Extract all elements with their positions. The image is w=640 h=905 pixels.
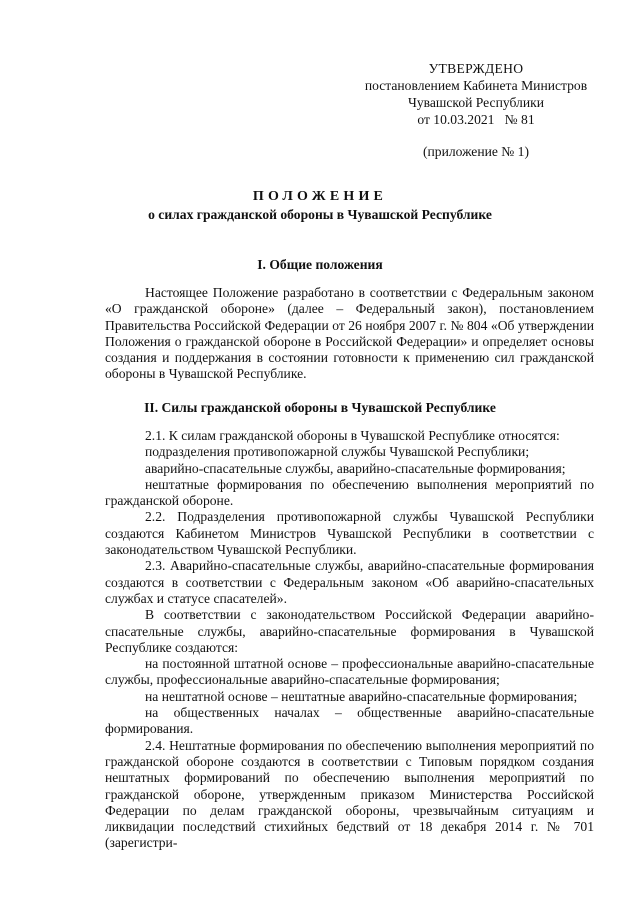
- paragraph: 2.1. К силам гражданской обороны в Чувашской Республике относятся:: [145, 428, 560, 443]
- approval-issuer: постановлением Кабинета Министров: [364, 78, 588, 93]
- paragraph: Настоящее Положение разработано в соответствии с Федеральным законом «О гражданской обороне» (далее – Федеральный закон), постановлением Правительства Российской Федерации от 26 ноября 2007 г. № 804 «Об утверждении Положения о гражданской обороне в Российской Федерации» и определяет основы создания и поддержания в состоянии готовности к применению сил гражданской обороны в Чувашской Республике.: [105, 285, 594, 382]
- section-1-heading: I. Общие положения: [257, 257, 383, 272]
- approval-date-number: от 10.03.2021 № 81: [417, 112, 535, 127]
- section-2-body: [105, 428, 594, 852]
- paragraph: подразделения противопожарной службы Чувашской Республики;: [145, 444, 530, 460]
- paragraph: 2.4. Нештатные формирования по обеспечению выполнения мероприятий по гражданской обороне создаются в соответствии с Типовым порядком создания нештатных формирований по обеспечению выполнения мероприятий по гражданской обороне, утвержденным приказом Министерства Российской Федерации по делам гражданской обороны, чрезвычайным ситуациям и ликвидации последствий стихийных бедствий от 18 декабря 2014 г. № 701 (зарегистри-: [105, 737, 594, 851]
- approval-region: Чувашской Республики: [408, 95, 544, 110]
- document-title: ПОЛОЖЕНИЕ: [252, 189, 388, 204]
- approval-title: УТВЕРЖДЕНО: [428, 61, 524, 76]
- paragraph: аварийно-спасательные службы, аварийно-спасательные формирования;: [145, 460, 566, 476]
- section-2-heading: II. Силы гражданской обороны в Чувашской Республике: [144, 400, 496, 415]
- section-1-body: [105, 285, 594, 383]
- paragraph: В соответствии с законодательством Российской Федерации аварийно-спасательные службы, аварийно-спасательные формирования в Чувашской Республике создаются:: [105, 607, 594, 655]
- appendix-label: (приложение № 1): [422, 144, 530, 159]
- paragraph: на нештатной основе – нештатные аварийно-спасательные формирования;: [145, 688, 578, 704]
- paragraph: на общественных началах – общественные аварийно-спасательные формирования.: [105, 705, 594, 737]
- paragraph: 2.3. Аварийно-спасательные службы, аварийно-спасательные формирования создаются в соответствии с Федеральным законом «Об аварийно-спасательных службах и статусе спасателей».: [105, 558, 594, 606]
- approval-stamp: [352, 60, 600, 128]
- document-subtitle: о силах гражданской обороны в Чувашской Республике: [148, 207, 492, 222]
- paragraph: 2.2. Подразделения противопожарной службы Чувашской Республики создаются Кабинетом Министров Чувашской Республики в соответствии с законодательством Чувашской Республики.: [105, 509, 594, 558]
- paragraph: нештатные формирования по обеспечению выполнения мероприятий по гражданской обороне.: [105, 476, 594, 509]
- paragraph: на постоянной штатной основе – профессиональные аварийно-спасательные службы, профессиональные аварийно-спасательные формирования;: [105, 656, 594, 688]
